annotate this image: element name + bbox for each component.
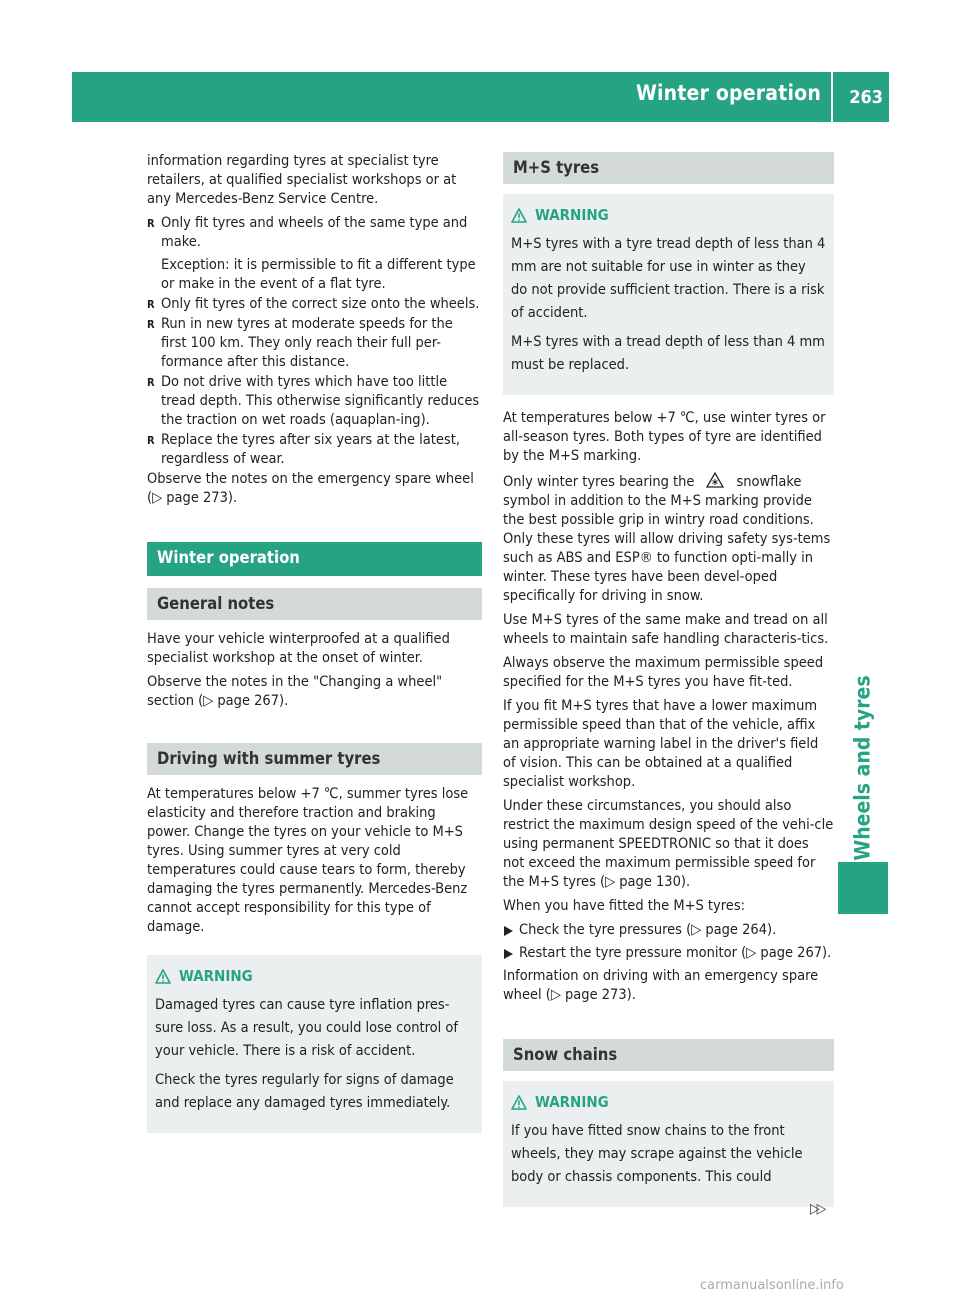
- right-column: [503, 152, 834, 1221]
- warning-text: M+S tyres with a tyre tread depth of less than 4 mm are not suitable for use in winter as they do not provide sufficient traction. There is a risk of accident.: [511, 236, 826, 321]
- ms-p7: When you have fitted the M+S tyres:: [503, 898, 746, 914]
- left-column: [147, 152, 482, 1147]
- subheading-summer-tyres: Driving with summer tyres: [147, 743, 482, 775]
- chapter-label: Wheels and tyres: [850, 675, 875, 861]
- warning-title: WARNING: [535, 206, 609, 224]
- warning-title: WARNING: [179, 967, 253, 985]
- warning-box-damaged-tyres: [147, 955, 482, 1133]
- warning-text: Check the tyres regularly for signs of damage and replace any damaged tyres immediately.: [155, 1072, 454, 1111]
- general-notes-p2: Observe the notes in the "Changing a wheel" section (▷ page 267).: [147, 674, 443, 709]
- bullet-subtext: Exception: it is permissible to fit a different type or make in the event of a flat tyre.: [161, 257, 476, 292]
- ms-p6: Under these circumstances, you should also restrict the maximum design speed of the vehi-cle using permanent SPEEDTRONIC so that it does not exceed the maximum permissible speed for the M+S tyres (▷ page 130).: [503, 798, 834, 890]
- footer-watermark: carmanualsonline.info: [700, 1278, 844, 1293]
- warning-box-snow-chains: [503, 1081, 834, 1207]
- bullet-item: R Only fit tyres of the correct size onto the wheels.: [147, 295, 482, 314]
- warning-triangle-icon: [155, 969, 171, 984]
- ms-p1: At temperatures below +7 ℃, use winter tyres or all-season tyres. Both types of tyre are identified by the M+S marking.: [503, 410, 826, 464]
- ms-p3: Use M+S tyres of the same make and tread on all wheels to maintain safe handling characteris-tics.: [503, 612, 829, 647]
- ms-p5: If you fit M+S tyres that have a lower maximum permissible speed than that of the vehicle, affix an appropriate warning label in the driver's field of vision. This can be obtained at a qualified specialist workshop.: [503, 698, 819, 790]
- page-header: [72, 72, 889, 122]
- header-separator: [831, 72, 833, 122]
- bullet-item: R Run in new tyres at moderate speeds for the first 100 km. They only reach their full per-formance after this distance.: [147, 315, 482, 372]
- warning-triangle-icon: [511, 1095, 527, 1110]
- bullet-item: R Do not drive with tyres which have too little tread depth. This otherwise significantly reduces the traction on wet roads (aquaplan-ing).: [147, 373, 482, 430]
- subheading-general-notes: General notes: [147, 588, 482, 620]
- warning-triangle-icon: [511, 208, 527, 223]
- warning-text: Damaged tyres can cause tyre inflation pres-sure loss. As a result, you could lose control of your vehicle. There is a risk of accident.: [155, 997, 458, 1059]
- warning-box-ms-tread: [503, 194, 834, 395]
- warning-text: M+S tyres with a tread depth of less than 4 mm must be replaced.: [511, 334, 825, 373]
- bullet-item: R Replace the tyres after six years at the latest, regardless of wear.: [147, 431, 482, 469]
- continued-next-page-icon: ▷▷: [810, 1201, 824, 1217]
- page-number: 263: [849, 87, 883, 108]
- instruction-step: Check the tyre pressures (▷ page 264).: [503, 921, 834, 940]
- instruction-step: Restart the tyre pressure monitor (▷ page 267).: [503, 944, 834, 963]
- header-title: Winter operation: [635, 81, 821, 105]
- emergency-spare-note: Observe the notes on the emergency spare wheel (▷ page 273).: [147, 471, 474, 506]
- ms-p2: Only winter tyres bearing the snowflake symbol in addition to the M+S marking provide the best possible grip in wintry road conditions. Only these tyres will allow driving safety sys-tems such as ABS and ESP® to function opti-mally in winter. These tyres have been devel-oped specifically for driving in snow.: [503, 471, 834, 606]
- snowflake-mountain-icon: [706, 471, 724, 489]
- general-notes-p1: Have your vehicle winterproofed at a qualified specialist workshop at the onset of winter.: [147, 631, 450, 666]
- intro-text: information regarding tyres at specialist tyre retailers, at qualified specialist workshops or at any Mercedes-Benz Service Centre.: [147, 153, 457, 207]
- summer-tyres-p1: At temperatures below +7 ℃, summer tyres lose elasticity and therefore traction and braking power. Change the tyres on your vehicle to M+S tyres. Using summer tyres at very cold temperatures could cause tears to form, thereby damaging the tyres permanently. Mercedes-Benz cannot accept responsibility for this type of damage.: [147, 786, 469, 935]
- warning-title: WARNING: [535, 1093, 609, 1111]
- chapter-marker-block: [838, 862, 888, 914]
- section-heading-winter-operation: Winter operation: [147, 542, 482, 576]
- warning-text: If you have fitted snow chains to the front wheels, they may scrape against the vehicle body or chassis components. This could: [511, 1123, 803, 1185]
- bullet-item: R Only fit tyres and wheels of the same type and make. Exception: it is permissible to fit a different type or make in the event of a flat tyre.: [147, 214, 482, 294]
- subheading-snow-chains: Snow chains: [503, 1039, 834, 1071]
- ms-p8: Information on driving with an emergency spare wheel (▷ page 273).: [503, 968, 819, 1003]
- ms-p4: Always observe the maximum permissible speed specified for the M+S tyres you have fit-ted.: [503, 655, 824, 690]
- subheading-ms-tyres: M+S tyres: [503, 152, 834, 184]
